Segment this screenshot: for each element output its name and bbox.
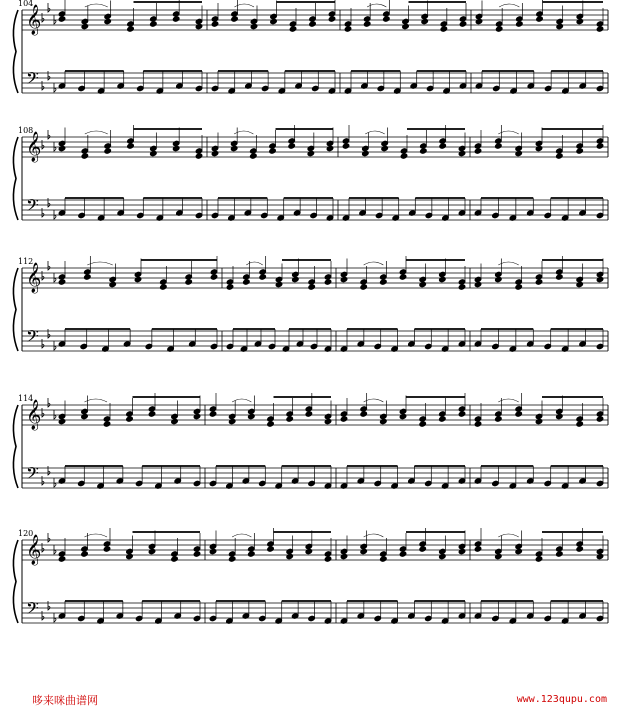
key-signature-flat-icon	[54, 83, 56, 92]
treble-note-head	[381, 145, 389, 152]
treble-note-head	[150, 150, 158, 157]
treble-note-head	[292, 276, 300, 283]
treble-clef-icon: 𝄞	[26, 400, 42, 430]
treble-note-head	[576, 546, 584, 553]
treble-note-head	[536, 16, 544, 23]
treble-note-head	[127, 26, 135, 33]
treble-note-head	[81, 23, 89, 30]
treble-note-head	[305, 548, 313, 555]
treble-note-head	[134, 276, 142, 283]
treble-note-head	[399, 413, 407, 420]
treble-note-head	[342, 143, 350, 150]
treble-note-head	[209, 548, 217, 555]
measure-number: 112	[18, 257, 34, 266]
treble-note-head	[596, 143, 604, 150]
treble-note-head	[399, 551, 407, 558]
treble-note-head	[420, 148, 428, 155]
key-signature-flat-icon	[54, 410, 56, 419]
treble-note-head	[576, 18, 584, 25]
key-signature-flat-icon	[48, 601, 50, 610]
treble-note-head	[250, 153, 258, 160]
treble-note-head	[474, 421, 482, 428]
measure-number: 108	[18, 126, 34, 135]
tie-arc	[85, 131, 108, 134]
measure-number: 114	[18, 394, 34, 403]
key-signature-flat-icon	[54, 142, 56, 151]
treble-note-head	[259, 274, 267, 281]
tie-arc	[364, 262, 384, 265]
treble-note-head	[459, 21, 467, 28]
treble-note-head	[360, 284, 368, 291]
tie-arc	[85, 4, 108, 7]
treble-note-head	[248, 551, 256, 558]
treble-note-head	[419, 281, 427, 288]
tie-arc	[246, 262, 262, 265]
treble-note-head	[195, 153, 203, 160]
treble-note-head	[104, 148, 112, 155]
measure-number: 104	[18, 0, 34, 8]
treble-note-head	[516, 21, 524, 28]
treble-note-head	[363, 21, 371, 28]
bass-clef-icon: 𝄢	[26, 195, 39, 219]
treble-note-head	[326, 145, 334, 152]
treble-note-head	[360, 548, 368, 555]
treble-note-head	[185, 279, 193, 286]
treble-note-head	[160, 284, 168, 291]
bass-clef-icon: 𝄢	[26, 326, 39, 350]
treble-note-head	[58, 16, 66, 23]
treble-note-head	[210, 274, 218, 281]
treble-note-head	[127, 143, 135, 150]
treble-note-head	[84, 274, 92, 281]
site-url-watermark: www.123qupu.com	[516, 694, 607, 705]
treble-note-head	[440, 26, 448, 33]
treble-clef-icon: 𝄞	[26, 132, 42, 162]
treble-note-head	[324, 556, 332, 563]
treble-note-head	[576, 281, 584, 288]
treble-note-head	[439, 143, 447, 150]
treble-note-head	[148, 548, 156, 555]
key-signature-flat-icon	[48, 466, 50, 475]
treble-note-head	[150, 21, 158, 28]
treble-note-head	[328, 16, 336, 23]
site-name-watermark: 哆来咪曲谱网	[32, 694, 98, 707]
key-signature-flat-icon	[54, 341, 56, 350]
treble-note-head	[109, 281, 117, 288]
treble-note-head	[275, 281, 283, 288]
treble-clef-icon: 𝄞	[26, 263, 42, 293]
treble-note-head	[556, 153, 564, 160]
brace	[13, 137, 18, 220]
treble-note-head	[556, 23, 564, 30]
treble-note-head	[248, 413, 256, 420]
treble-note-head	[81, 413, 89, 420]
key-signature-flat-icon	[42, 13, 44, 22]
key-signature-flat-icon	[48, 261, 50, 270]
treble-note-head	[340, 553, 348, 560]
key-signature-flat-icon	[42, 208, 44, 217]
treble-note-head	[228, 418, 236, 425]
treble-note-head	[495, 143, 503, 150]
measure-number: 120	[18, 529, 34, 538]
key-signature-flat-icon	[42, 543, 44, 552]
treble-note-head	[58, 145, 66, 152]
tie-arc	[499, 4, 519, 7]
treble-note-head	[308, 284, 316, 291]
key-signature-flat-icon	[42, 408, 44, 417]
treble-note-head	[380, 418, 388, 425]
treble-note-head	[230, 145, 238, 152]
tie-arc	[85, 534, 108, 537]
brace	[13, 268, 18, 351]
treble-note-head	[400, 153, 408, 160]
treble-note-head	[267, 546, 275, 553]
treble-note-head	[209, 411, 217, 418]
treble-note-head	[402, 23, 410, 30]
treble-note-head	[193, 551, 201, 558]
treble-clef-icon: 𝄞	[26, 5, 42, 35]
key-signature-flat-icon	[54, 545, 56, 554]
treble-note-head	[535, 418, 543, 425]
treble-note-head	[474, 546, 482, 553]
treble-note-head	[340, 276, 348, 283]
treble-note-head	[211, 150, 219, 157]
key-signature-flat-icon	[48, 130, 50, 139]
treble-note-head	[556, 413, 564, 420]
bass-clef-icon: 𝄢	[26, 463, 39, 487]
key-signature-flat-icon	[42, 271, 44, 280]
treble-note-head	[458, 150, 466, 157]
key-signature-flat-icon	[48, 3, 50, 12]
treble-note-head	[474, 148, 482, 155]
tie-arc	[87, 262, 112, 265]
key-signature-flat-icon	[48, 71, 50, 80]
treble-note-head	[324, 279, 332, 286]
treble-note-head	[267, 421, 275, 428]
key-signature-flat-icon	[48, 329, 50, 338]
treble-note-head	[81, 153, 89, 160]
treble-note-head	[458, 548, 466, 555]
key-signature-flat-icon	[54, 210, 56, 219]
treble-note-head	[305, 411, 313, 418]
treble-note-head	[195, 23, 203, 30]
key-signature-flat-icon	[42, 611, 44, 620]
treble-note-head	[458, 411, 466, 418]
treble-note-head	[515, 284, 523, 291]
treble-note-head	[288, 143, 296, 150]
treble-note-head	[474, 281, 482, 288]
brace	[13, 10, 18, 93]
key-signature-flat-icon	[48, 198, 50, 207]
treble-note-head	[58, 279, 66, 286]
treble-note-head	[250, 23, 258, 30]
treble-note-head	[211, 21, 219, 28]
treble-note-head	[309, 21, 317, 28]
treble-note-head	[596, 276, 604, 283]
tie-arc	[85, 399, 108, 402]
treble-note-head	[383, 16, 391, 23]
treble-note-head	[458, 284, 466, 291]
treble-note-head	[104, 18, 112, 25]
treble-note-head	[340, 416, 348, 423]
treble-note-head	[307, 150, 315, 157]
bass-clef-icon: 𝄢	[26, 598, 39, 622]
treble-note-head	[535, 145, 543, 152]
treble-note-head	[231, 16, 239, 23]
treble-note-head	[596, 26, 604, 33]
treble-note-head	[576, 421, 584, 428]
treble-note-head	[439, 276, 447, 283]
treble-note-head	[556, 551, 564, 558]
treble-note-head	[289, 26, 297, 33]
treble-note-head	[324, 418, 332, 425]
treble-note-head	[171, 556, 179, 563]
treble-note-head	[515, 150, 523, 157]
treble-note-head	[495, 553, 503, 560]
treble-note-head	[419, 421, 427, 428]
treble-note-head	[270, 18, 278, 25]
treble-note-head	[226, 284, 234, 291]
key-signature-flat-icon	[42, 476, 44, 485]
treble-note-head	[360, 411, 368, 418]
brace	[13, 540, 18, 623]
treble-note-head	[286, 416, 294, 423]
key-signature-flat-icon	[48, 398, 50, 407]
treble-note-head	[439, 553, 447, 560]
treble-note-head	[81, 551, 89, 558]
treble-note-head	[58, 418, 66, 425]
treble-note-head	[126, 553, 134, 560]
treble-note-head	[535, 556, 543, 563]
key-signature-flat-icon	[42, 339, 44, 348]
treble-note-head	[362, 150, 370, 157]
treble-note-head	[535, 279, 543, 286]
brace	[13, 405, 18, 488]
treble-note-head	[421, 18, 429, 25]
tie-arc	[232, 534, 251, 537]
treble-note-head	[344, 26, 352, 33]
treble-note-head	[243, 279, 251, 286]
treble-note-head	[419, 546, 427, 553]
treble-note-head	[380, 556, 388, 563]
treble-note-head	[495, 276, 503, 283]
treble-note-head	[495, 26, 503, 33]
treble-note-head	[556, 274, 564, 281]
treble-note-head	[576, 148, 584, 155]
treble-note-head	[171, 418, 179, 425]
treble-note-head	[380, 279, 388, 286]
treble-note-head	[172, 16, 180, 23]
key-signature-flat-icon	[42, 81, 44, 90]
treble-note-head	[103, 421, 111, 428]
treble-note-head	[126, 416, 134, 423]
treble-note-head	[515, 548, 523, 555]
key-signature-flat-icon	[48, 533, 50, 542]
treble-note-head	[439, 416, 447, 423]
key-signature-flat-icon	[42, 140, 44, 149]
treble-note-head	[495, 416, 503, 423]
treble-note-head	[228, 556, 236, 563]
bass-clef-icon: 𝄢	[26, 68, 39, 92]
treble-note-head	[103, 546, 111, 553]
treble-note-head	[515, 411, 523, 418]
treble-note-head	[172, 145, 180, 152]
key-signature-flat-icon	[54, 478, 56, 487]
treble-note-head	[58, 556, 66, 563]
key-signature-flat-icon	[54, 613, 56, 622]
treble-note-head	[596, 416, 604, 423]
treble-note-head	[269, 148, 277, 155]
treble-note-head	[148, 411, 156, 418]
treble-note-head	[399, 274, 407, 281]
treble-clef-icon: 𝄞	[26, 535, 42, 565]
key-signature-flat-icon	[54, 15, 56, 24]
treble-note-head	[596, 553, 604, 560]
treble-note-head	[475, 18, 483, 25]
treble-note-head	[286, 553, 294, 560]
key-signature-flat-icon	[54, 273, 56, 282]
treble-note-head	[193, 413, 201, 420]
